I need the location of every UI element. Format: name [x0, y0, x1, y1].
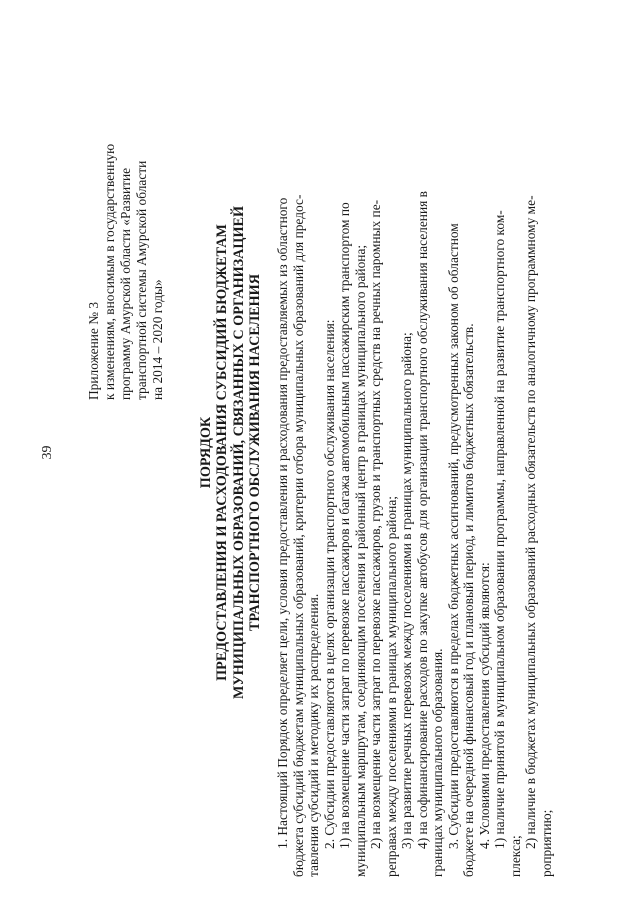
appendix-line: к изменениям, вносимым в государственную	[102, 143, 117, 400]
title-line: ТРАНСПОРТНОГО ОБСЛУЖИВАНИЯ НАСЕЛЕНИЯ	[246, 274, 263, 631]
list-item-2-1-line: 1) на возмещение части затрат по перевозке пассажиров и багажа автомобильным пассажирским транспортом по	[337, 202, 352, 849]
paragraph-3-line: 3. Субсидии предоставляются в пределах бюджетных ассигнований, предусмотренных законом об областном	[445, 223, 461, 849]
list-item-2-3-line: 3) на развитие речных перевозок между поселениями в границах муниципального района;	[399, 332, 414, 849]
list-item-2-2-line: реправах между поселениями в границах муниципального района;	[383, 496, 399, 877]
appendix-line: Приложение № 3	[86, 301, 101, 400]
document-title	[198, 60, 263, 845]
paragraph-1-line: бюджета субсидий бюджетам муниципальных образований, критерии отбора муниципальных образований для предос-	[290, 194, 306, 877]
title-line: ПОРЯДОК	[198, 416, 214, 489]
list-item-4-2-line: роприятию;	[538, 809, 554, 877]
paragraph-3-line: бюджете на очередной финансовый год и плановый период, и лимитов бюджетных обязательств.	[461, 323, 476, 877]
paragraph-2-line: 2. Субсидии предоставляются в целях организации транспортного обслуживания населения:	[321, 319, 337, 849]
list-item-4-1-line: 1) наличие принятой в муниципальном образовании программы, направленной на развитие транспортного ком-	[492, 210, 507, 849]
list-item-2-1-line: муниципальным маршрутам, соединяющим поселения и районный центр в границах муниципального района;	[352, 244, 368, 877]
appendix-note	[86, 25, 166, 400]
list-item-4-2-line: 2) наличие в бюджетах муниципальных образований расходных обязательств по аналогичному программному ме-	[523, 195, 538, 849]
title-line: ПРЕДОСТАВЛЕНИЯ И РАСХОДОВАНИЯ СУБСИДИЙ БЮДЖЕТАМ	[214, 224, 231, 681]
appendix-line: транспортной системы Амурской области	[134, 160, 149, 400]
appendix-line: на 2014 – 2020 годы»	[150, 279, 165, 400]
appendix-line: программу Амурской области «Развитие	[118, 167, 133, 400]
title-line: МУНИЦИПАЛЬНЫХ ОБРАЗОВАНИЙ, СВЯЗАННЫХ С ОРГАНИЗАЦИЕЙ	[230, 206, 247, 700]
page-number: 39	[40, 445, 55, 460]
paragraph-1-line: тавления субсидий и методику их распределения.	[306, 593, 321, 877]
paragraph-1-line: 1. Настоящий Порядок определяет цели, условия предоставления и расходования предоставляемых из областного	[275, 197, 290, 849]
list-item-2-2-line: 2) на возмещение части затрат по перевозке пассажиров, грузов и транспортных средств на речных паромных пе-	[368, 199, 383, 849]
list-item-2-4-line: границах муниципального образования.	[430, 648, 445, 877]
paragraph-4-line: 4. Условиями предоставления субсидий являются:	[476, 562, 492, 849]
list-item-2-4-line: 4) на софинансирование расходов по закупке автобусов для организации транспортного обслуживания населения в	[414, 191, 430, 849]
list-item-4-1-line: плекса;	[507, 835, 523, 877]
document-body	[275, 2, 554, 877]
